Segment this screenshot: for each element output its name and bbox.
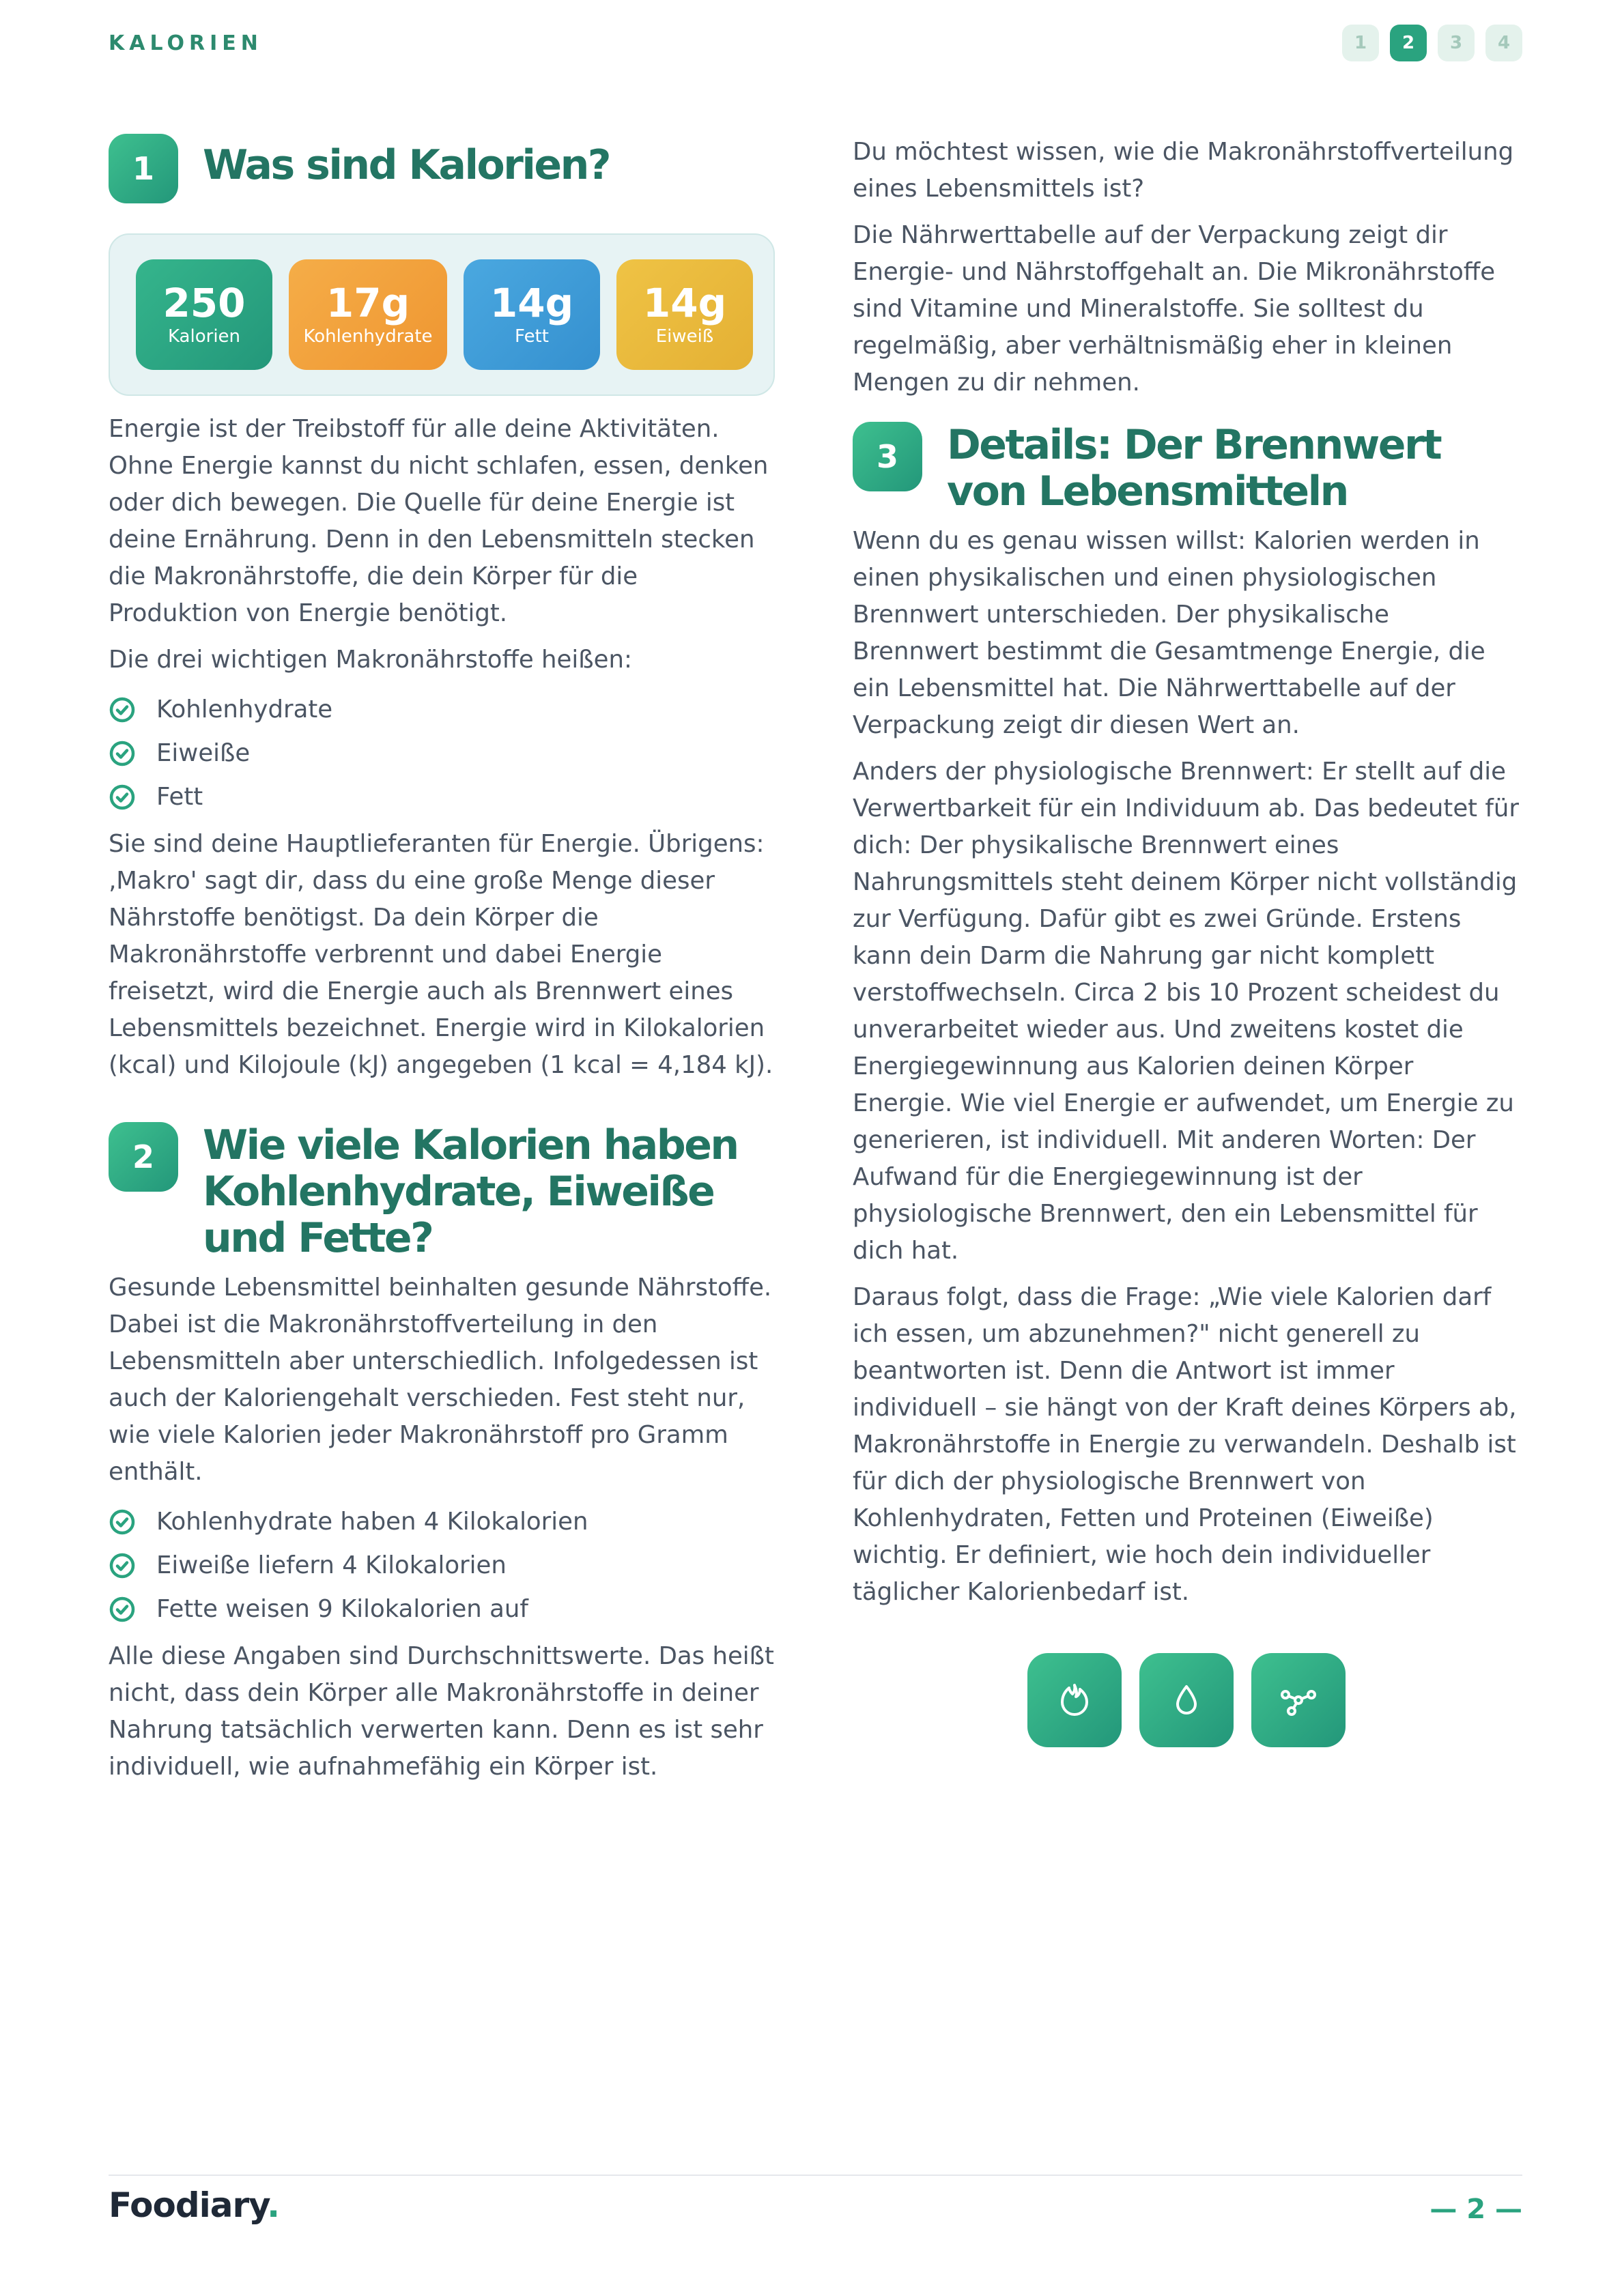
section-number-badge: 2: [109, 1122, 178, 1192]
right-column: [853, 134, 1519, 1747]
nutrition-value: 14g: [642, 280, 727, 326]
nutrition-label: Eiweiß: [655, 326, 714, 347]
paragraph: Alle diese Angaben sind Durchschnittswerte. Das heißt nicht, dass dein Körper alle Makronährstoffe in deiner Nahrung tatsächlich verwerten kann. Denn es ist sehr individuell, wie aufnahmefähig ein Körper ist.: [109, 1642, 774, 1781]
section-2-heading: [109, 1122, 775, 1261]
page-number: — 2 —: [1429, 2194, 1522, 2225]
nutrition-value: 14g: [489, 280, 574, 326]
calorie-facts-list: [109, 1500, 775, 1631]
macronutrient-list: [109, 688, 775, 819]
list-item: [109, 1544, 775, 1588]
list-item: [109, 775, 775, 819]
brand-name: Foodiary: [109, 2185, 268, 2225]
page-indicator-2[interactable]: 2: [1390, 25, 1427, 61]
page-indicator: [1342, 25, 1522, 61]
paragraph: Anders der physiologische Brennwert: Er stellt auf die Verwertbarkeit für ein Individuum ab. Das bedeutet für dich: Der physikalische Brennwert eines Nahrungsmittels steht deinem Körper nicht vollständig zur Verfügung. Dafür gibt es zwei Gründe. Erstens kann dein Darm die Nahrung gar nicht komplett verstoffwechseln. Circa 2 bis 10 Prozent scheidest du unverarbeitet wieder aus. Und zweitens kostet die Energiegewinnung aus Kalorien deinen Körper Energie. Wie viel Energie er aufwendet, um Energie zu generieren, ist individuell. Mit anderen Worten: Der Aufwand für die Energiegewinnung ist der physiologische Brennwert, den ein Lebensmittel für dich hat.: [853, 758, 1519, 1265]
paragraph: Die drei wichtigen Makronährstoffe heißen:: [109, 646, 632, 674]
nutrition-label: Kalorien: [167, 326, 241, 347]
brand-dot: .: [267, 2185, 280, 2225]
list-item-label: Fett: [156, 783, 203, 811]
check-circle-icon: [109, 784, 136, 811]
nutrition-value: 250: [162, 280, 246, 326]
list-item: [109, 1588, 775, 1631]
section-label: KALORIEN: [109, 31, 263, 55]
check-circle-icon: [109, 696, 136, 723]
nutrition-label: Kohlenhydrate: [303, 326, 433, 347]
section-number-badge: 3: [853, 422, 922, 491]
flame-icon: [1027, 1653, 1122, 1747]
list-item-label: Eiweiße liefern 4 Kilokalorien: [156, 1551, 507, 1579]
nutrition-tile-calories: [136, 259, 272, 370]
section-title: Wie viele Kalorien haben Kohlenhydrate, Eiweiße und Fette?: [203, 1121, 738, 1262]
molecule-icon: [1251, 1653, 1346, 1747]
nutrition-value: 17g: [326, 280, 410, 326]
left-column: [109, 134, 775, 1795]
nutrition-tile-carbs: [289, 259, 447, 370]
list-item: [109, 688, 775, 732]
page-indicator-1[interactable]: 1: [1342, 25, 1379, 61]
section-title: Was sind Kalorien?: [203, 141, 610, 189]
check-circle-icon: [109, 1552, 136, 1579]
nutrition-tile-protein: [616, 259, 753, 370]
paragraph: Energie ist der Treibstoff für alle deine Aktivitäten. Ohne Energie kannst du nicht schlafen, essen, denken oder dich bewegen. Die Quelle für deine Energie ist deine Ernährung. Denn in den Lebensmitteln stecken die Makronährstoffe, die dein Körper für die Produktion von Energie benötigt.: [109, 415, 769, 627]
paragraph: Die Nährwerttabelle auf der Verpackung zeigt dir Energie- und Nährstoffgehalt an. Die Mikronährstoffe sind Vitamine und Mineralstoffe. Sie solltest du regelmäßig, aber verhältnismäßig eher in kleinen Mengen zu dir nehmen.: [853, 221, 1496, 397]
nutrition-card: [109, 233, 775, 396]
paragraph: Wenn du es genau wissen willst: Kalorien werden in einen physikalischen und einen physiologischen Brennwert unterschieden. Der physikalische Brennwert bestimmt die Gesamtmenge Energie, die ein Lebensmittel hat. Die Nährwerttabelle auf der Verpackung zeigt dir diesen Wert an.: [853, 527, 1485, 739]
list-item: [109, 732, 775, 775]
check-circle-icon: [109, 1508, 136, 1536]
check-circle-icon: [109, 1596, 136, 1623]
paragraph: Sie sind deine Hauptlieferanten für Energie. Übrigens: ‚Makro' sagt dir, dass du eine große Menge dieser Nährstoffe benötigst. Da dein Körper die Makronährstoffe verbrennt und dabei Energie freisetzt, wird die Energie auch als Brennwert eines Lebensmittels bezeichnet. Energie wird in Kilokalorien (kcal) und Kilojoule (kJ) angegeben (1 kcal = 4,184 kJ).: [109, 830, 773, 1079]
footer-divider: [109, 2175, 1522, 2176]
list-item-label: Kohlenhydrate haben 4 Kilokalorien: [156, 1508, 588, 1536]
section-1-heading: [109, 134, 775, 203]
check-circle-icon: [109, 740, 136, 767]
droplet-icon: [1139, 1653, 1234, 1747]
section-number-badge: 1: [109, 134, 178, 203]
page-indicator-4[interactable]: 4: [1485, 25, 1522, 61]
nutrition-label: Fett: [515, 326, 549, 347]
feature-icons: [1027, 1653, 1519, 1747]
page-indicator-3[interactable]: 3: [1438, 25, 1475, 61]
list-item-label: Eiweiße: [156, 739, 251, 767]
list-item-label: Kohlenhydrate: [156, 695, 333, 723]
list-item: [109, 1500, 775, 1544]
paragraph: Du möchtest wissen, wie die Makronährstoffverteilung eines Lebensmittels ist?: [853, 138, 1514, 203]
list-item-label: Fette weisen 9 Kilokalorien auf: [156, 1595, 528, 1623]
paragraph: Daraus folgt, dass die Frage: „Wie viele Kalorien darf ich essen, um abzunehmen?" nicht generell zu beantworten ist. Denn die Antwort ist immer individuell – sie hängt von der Kraft deines Körpers ab, Makronährstoffe in Energie zu verwandeln. Deshalb ist für dich der physiologische Brennwert von Kohlenhydraten, Fetten und Proteinen (Eiweiße) wichtig. Er definiert, wie hoch dein individueller täglicher Kalorienbedarf ist.: [853, 1283, 1517, 1606]
section-3-heading: [853, 422, 1519, 515]
brand-logo: [109, 2185, 279, 2225]
paragraph: Gesunde Lebensmittel beinhalten gesunde Nährstoffe. Dabei ist die Makronährstoffverteilung in den Lebensmitteln aber unterschiedlich. Infolgedessen ist auch der Kaloriengehalt verschieden. Fest steht nur, wie viele Kalorien jeder Makronährstoff pro Gramm enthält.: [109, 1274, 772, 1486]
section-title: Details: Der Brennwert von Lebensmitteln: [947, 421, 1441, 515]
nutrition-tile-fat: [464, 259, 600, 370]
